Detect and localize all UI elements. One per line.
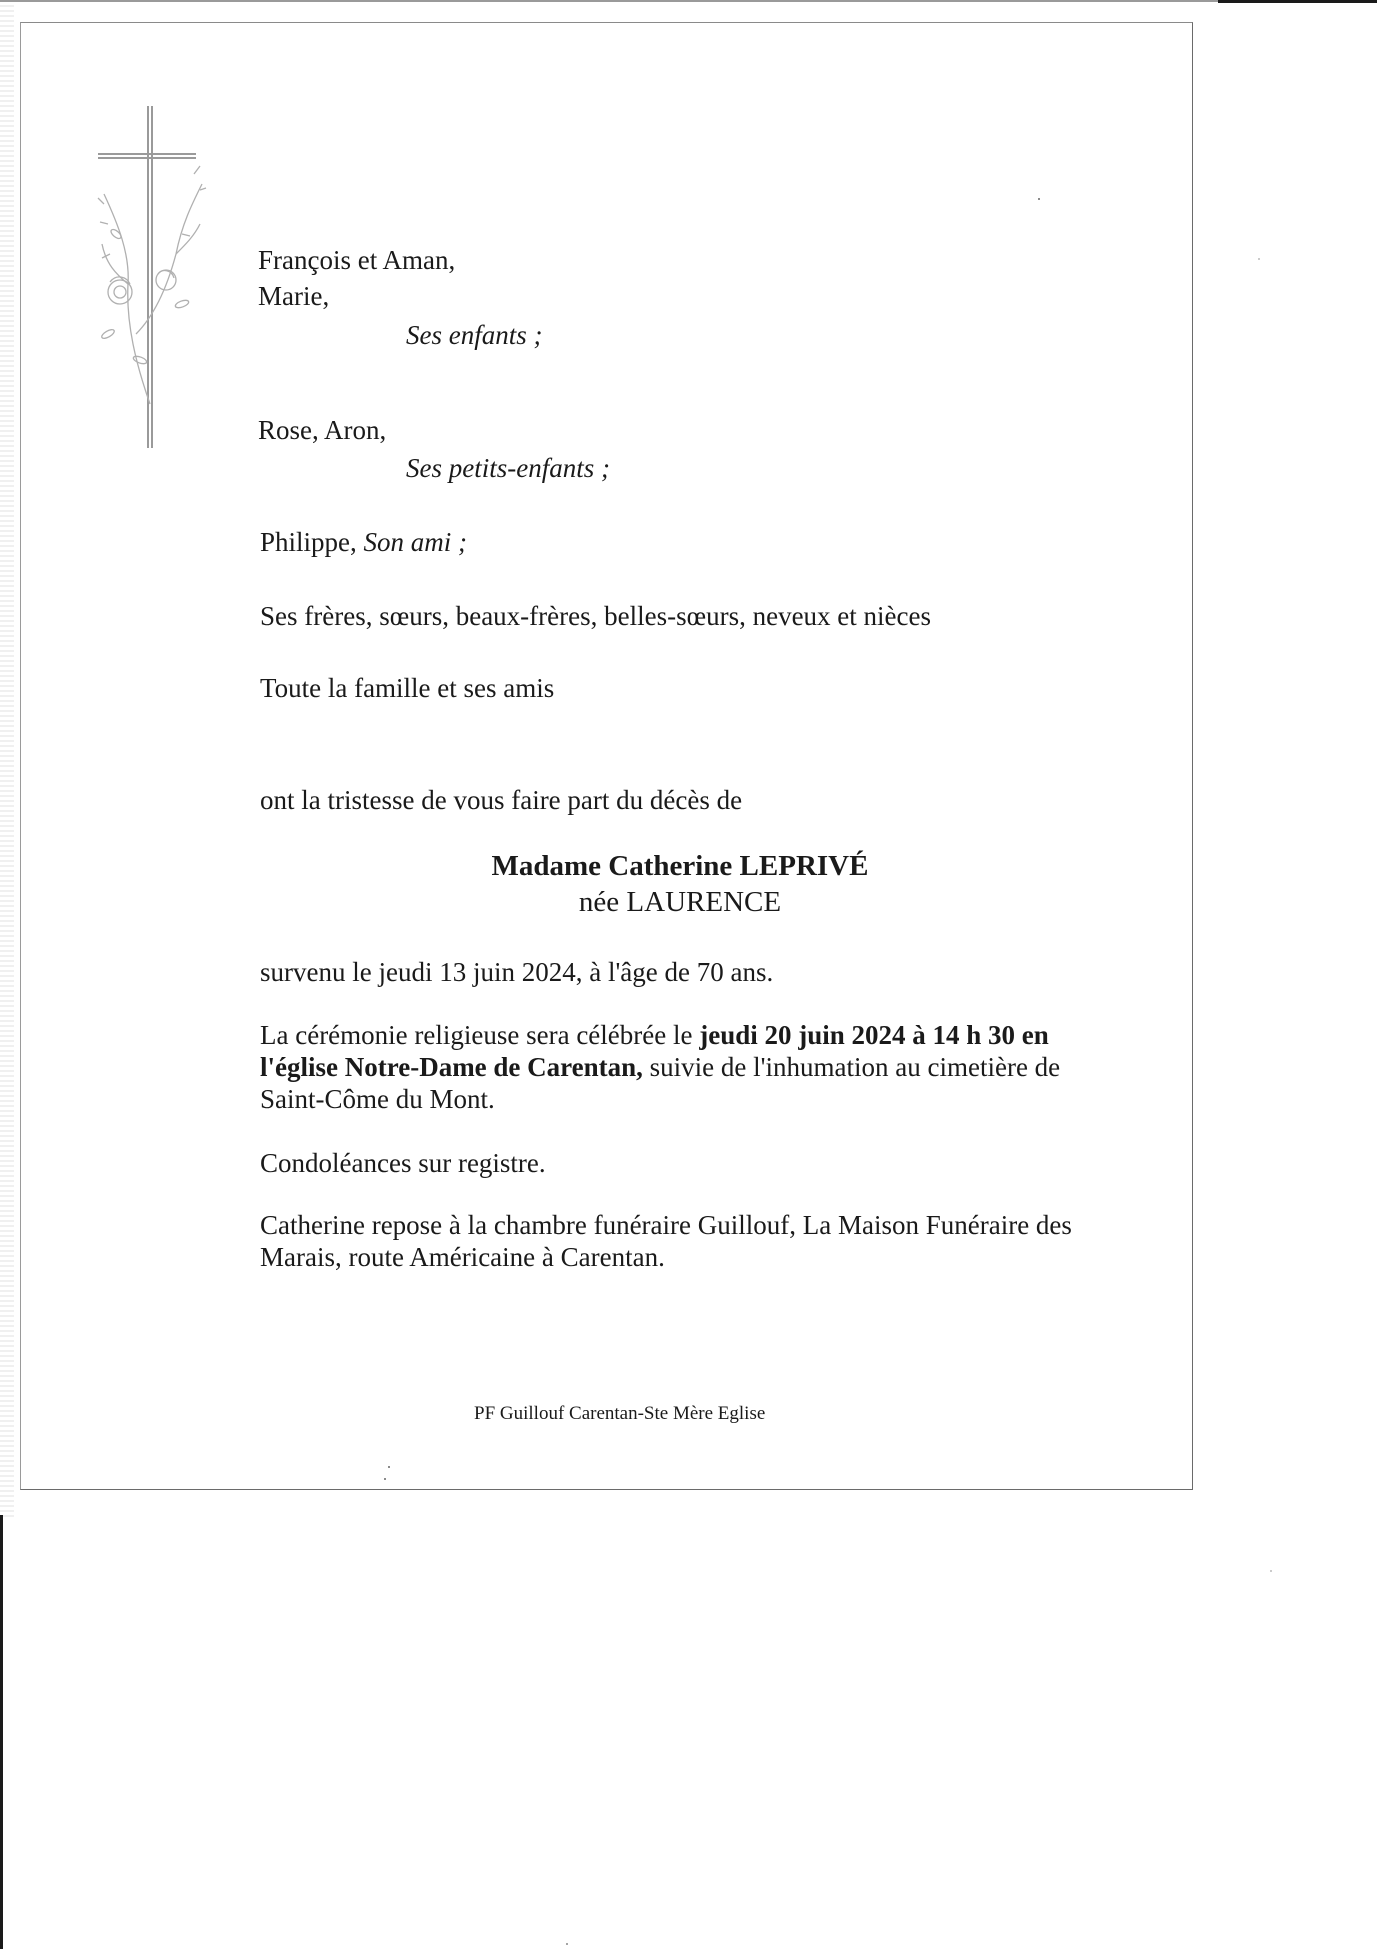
- top-scan-rule: [0, 0, 1377, 2]
- ceremony-church: l'église Notre-Dame de Carentan,: [260, 1052, 643, 1082]
- ceremony-text-1: La cérémonie religieuse sera célébrée le: [260, 1020, 700, 1050]
- scan-speck: [1038, 198, 1040, 200]
- scan-speck: [1270, 1570, 1272, 1572]
- rest-line-1: Catherine repose à la chambre funéraire Guillouf, La Maison Funéraire des: [260, 1210, 1072, 1240]
- ceremony-line-3: Saint-Côme du Mont.: [260, 1084, 495, 1114]
- scan-speck: [384, 1478, 386, 1480]
- ceremony-line-2: [260, 1051, 1060, 1083]
- scan-speck: [566, 1943, 568, 1945]
- funeral-home-footer: PF Guillouf Carentan-Ste Mère Eglise: [474, 1403, 766, 1424]
- ceremony-date: jeudi 20 juin 2024 à 14 h 30 en: [699, 1020, 1049, 1050]
- friend-label: Son ami ;: [363, 527, 468, 557]
- maiden-name: née LAURENCE: [578, 886, 782, 918]
- rest-line-2: Marais, route Américaine à Carentan.: [260, 1242, 665, 1272]
- scan-speck: [1258, 258, 1260, 260]
- death-info: survenu le jeudi 13 juin 2024, à l'âge de 70 ans.: [260, 957, 774, 987]
- siblings-line: Ses frères, sœurs, beaux-frères, belles-sœurs, neveux et nièces: [260, 601, 932, 631]
- scan-speck: [388, 1466, 390, 1468]
- grandchildren-names: Rose, Aron,: [258, 415, 387, 445]
- left-scan-mark: [0, 1515, 3, 1949]
- top-right-scan-mark: [1218, 0, 1377, 3]
- cross-with-roses-icon: [96, 104, 208, 450]
- friend-name: Philippe,: [260, 527, 357, 557]
- family-line: Toute la famille et ses amis: [260, 673, 555, 703]
- grandchildren-label: Ses petits-enfants ;: [406, 453, 610, 483]
- deceased-name: Madame Catherine LEPRIVÉ: [491, 850, 869, 882]
- scan-edge-texture: [0, 0, 14, 1520]
- friend-line: [260, 526, 467, 558]
- children-names-line-2: Marie,: [258, 281, 330, 311]
- children-label: Ses enfants ;: [406, 320, 543, 350]
- ceremony-text-2: suivie de l'inhumation au cimetière de: [642, 1052, 1061, 1082]
- announcement-line: ont la tristesse de vous faire part du décès de: [260, 785, 743, 815]
- condolences-line: Condoléances sur registre.: [260, 1148, 546, 1178]
- children-names-line-1: François et Aman,: [258, 245, 456, 275]
- ceremony-line-1: [260, 1019, 1049, 1051]
